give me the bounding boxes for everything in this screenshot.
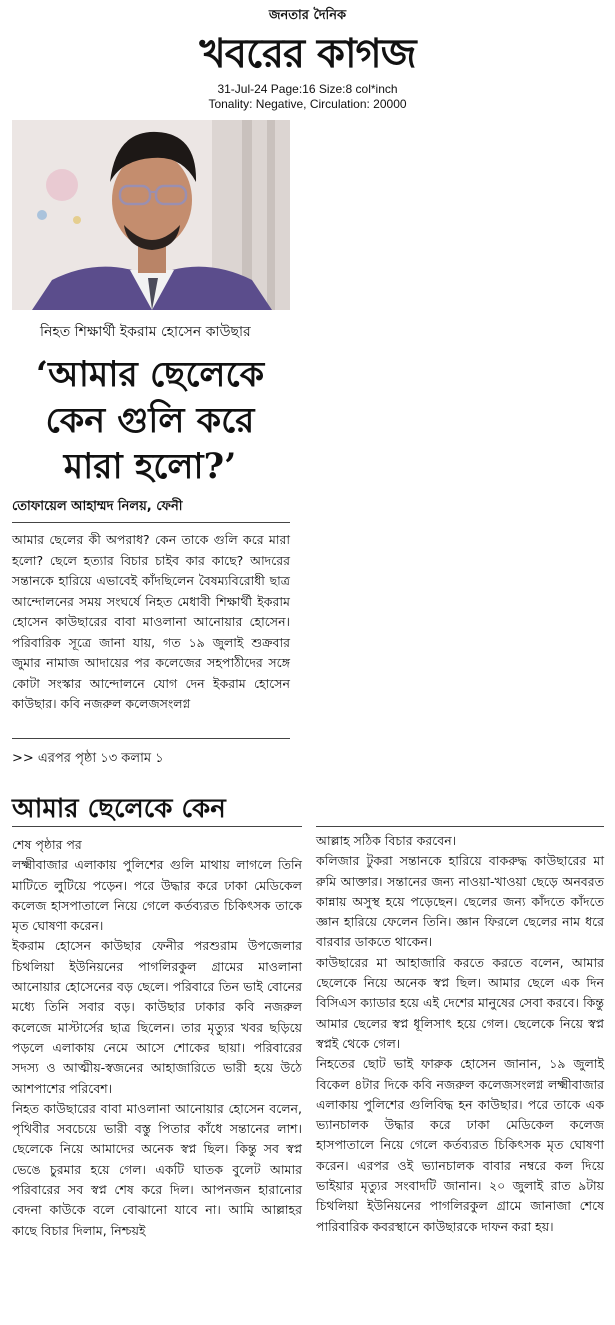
article-column-right bbox=[316, 831, 604, 1237]
paragraph: নিহত কাউছারের বাবা মাওলানা আনোয়ার হোসেন বলেন, পৃথিবীর সবচেয়ে ভারী বস্তু পিতার কাঁধে সন্তানের লাশ। ছেলেকে নিয়ে আমাদের অনেক স্বপ্ন ছিল। কিন্তু সব স্বপ্ন ভেঙে চুরমার হয়ে গেল। একটি ঘাতক বুলেট আমার পরিবারের সব স্বপ্ন শেষ করে দিল। আপনজন হারানোর বেদনা কাউকে বলে বোঝানো যাবে না। আমি আল্লাহর কাছে বিচার দিলাম, নিশ্চয়ই bbox=[12, 1100, 302, 1238]
article-headline bbox=[15, 352, 285, 490]
paragraph: কাউছারের মা আহাজারি করতে করতে বলেন, আমার ছেলেকে নিয়ে অনেক স্বপ্ন ছিল। আমার ছেলে এক দিন বিসিএস ক্যাডার হয়ে এই দেশের মানুষের সেবা করবে। কিন্তু আমার ছেলের স্বপ্ন ধূলিসাৎ হয়ে গেল। ছেলেকে নিয়ে স্বপ্ন স্বপ্নই থেকে গেল। bbox=[316, 954, 604, 1051]
masthead-tagline: জনতার দৈনিক bbox=[268, 8, 347, 23]
divider bbox=[12, 826, 302, 827]
paragraph: আল্লাহ সঠিক বিচার করবেন। bbox=[316, 833, 457, 848]
article-column-left bbox=[12, 835, 302, 1241]
clipping-meta-tonality: Tonality: Negative, Circulation: 20000 bbox=[208, 97, 407, 111]
paragraph: লক্ষ্মীবাজার এলাকায় পুলিশের গুলি মাথায় লাগলে তিনি মাটিতে লুটিয়ে পড়েন। পরে উদ্ধার করে ঢাকা মেডিকেল কলেজ হাসপাতালে নিয়ে গেলে কর্তব্যরত চিকিৎসক তাকে মৃত ঘোষণা করেন। bbox=[12, 857, 302, 934]
divider bbox=[12, 522, 290, 523]
headline-line: ‘আমার ছেলেকে bbox=[35, 354, 265, 395]
portrait-illustration bbox=[12, 120, 290, 310]
byline: তোফায়েল আহাম্মদ নিলয়, ফেনী bbox=[12, 499, 183, 514]
photo-caption: নিহত শিক্ষার্থী ইকরাম হোসেন কাউছার bbox=[40, 324, 251, 340]
portrait-photo bbox=[12, 120, 290, 310]
divider bbox=[316, 826, 604, 827]
paragraph: কলিজার টুকরা সন্তানকে হারিয়ে বাকরুদ্ধ কাউছারের মা রুমি আক্তার। সন্তানের জন্য নাওয়া-খাওয়া ছেড়ে অনবরত কান্নায় অসুস্থ হয়ে পড়েছেন। ছেলের জন্য কাঁদতে কাঁদতে জ্ঞান হারিয়ে ফেলেন তিনি। জ্ঞান ফিরলে ছেলের নাম ধরে বারবার ডাকতে থাকেন। bbox=[316, 853, 604, 950]
paragraph: ইকরাম হোসেন কাউছার ফেনীর পরশুরাম উপজেলার চিথলিয়া ইউনিয়নের পাগলিরকুল গ্রামের মাওলানা আনোয়ার হোসেনের বড় ছেলে। পরিবারে তিন ভাই বোনের মধ্যে তিনি সবার বড়। কাউছার ঢাকার কবি নজরুল কলেজে মাস্টার্সের ছাত্র ছিলেন। তার মৃত্যুর খবর ছড়িয়ে পড়লে এলাকায় নেমে আসে শোকের ছায়া। পরিবারের সদস্য ও আত্মীয়-স্বজনের আহাজারিতে ভারী হয়ে উঠে আশপাশের পরিবেশ। bbox=[12, 938, 302, 1096]
divider bbox=[12, 738, 290, 739]
jump-headline: আমার ছেলেকে কেন bbox=[12, 794, 226, 824]
paragraph: নিহতের ছোট ভাই ফারুক হোসেন জানান, ১৯ জুলাই বিকেল ৪টার দিকে কবি নজরুল কলেজসংলগ্ন লক্ষ্মীবাজার এলাকায় পুলিশের গুলিবিদ্ধ হন কাউছার। পরে তাকে এক ভ্যানচালক উদ্ধার করে ঢাকা মেডিকেল কলেজ হাসপাতালে নিয়ে গেলে কর্তব্যরত চিকিৎসক মৃত ঘোষণা করেন। এরপর ওই ভ্যানচালক বাবার নম্বরে কল দিয়ে ভাইয়ার মৃত্যুর সংবাদটি জানান। ২০ জুলাই রাত ৯টায় চিথলিয়া ইউনিয়নের পাগলিরকুল গ্রামে জানাজা শেষে পারিবারিক কবরস্থানে কাউছারকে দাফন করা হয়। bbox=[316, 1056, 604, 1234]
jump-from-label: শেষ পৃষ্ঠার পর bbox=[12, 837, 82, 852]
continued-notice: >> এরপর পৃষ্ঠা ১৩ কলাম ১ bbox=[12, 751, 164, 766]
clipping-meta-date: 31-Jul-24 Page:16 Size:8 col*inch bbox=[217, 82, 398, 96]
newspaper-logo: খবরের কাগজ bbox=[199, 31, 416, 77]
article-intro: আমার ছেলের কী অপরাধ? কেন তাকে গুলি করে মারা হলো? ছেলে হত্যার বিচার চাইব কার কাছে? আদরের সন্তানকে হারিয়ে এভাবেই কাঁদছিলেন বৈষম্যবিরোধী ছাত্র আন্দোলনের সময় সংঘর্ষে নিহত মেধাবী শিক্ষার্থী ইকরাম হোসেন কাউছারের বাবা মাওলানা আনোয়ার হোসেন। পরিবারিক সূত্রে জানা যায়, গত ১৯ জুলাই শুক্রবার জুমার নামাজ আদায়ের পর কলেজের সহপাঠীদের সঙ্গে কোটা সংস্কার আন্দোলনে যোগ দেন ইকরাম হোসেন কাউছার। কবি নজরুল কলেজসংলগ্ন bbox=[12, 532, 290, 711]
headline-line: কেন গুলি করে bbox=[45, 400, 255, 441]
headline-line: মারা হলো?’ bbox=[63, 446, 237, 487]
